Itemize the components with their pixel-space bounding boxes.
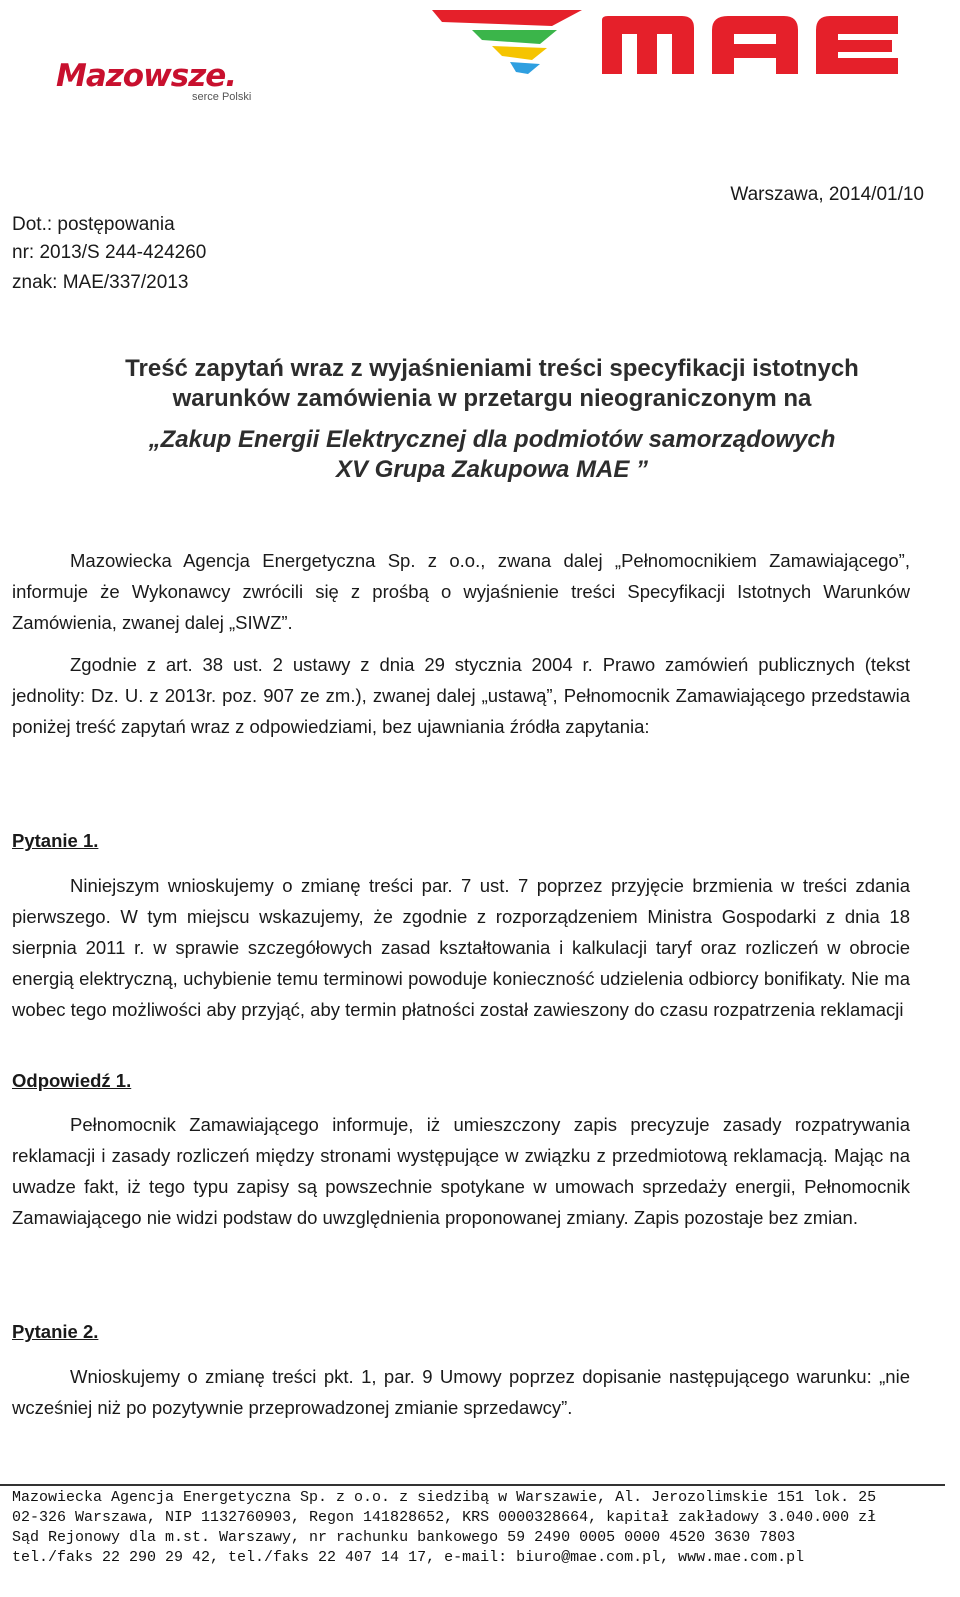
title-line-2: warunków zamówienia w przetargu nieograniczonym na xyxy=(172,385,812,412)
footer-divider xyxy=(0,1484,945,1486)
mazowsze-logo xyxy=(56,58,266,108)
footer-line-1: Mazowiecka Agencja Energetyczna Sp. z o.o. z siedzibą w Warszawie, Al. Jerozolimskie 151 lok. 25 xyxy=(12,1489,877,1506)
document-subtitle xyxy=(0,425,960,485)
question-2-paragraph xyxy=(12,1361,910,1423)
intro-text-2: Zgodnie z art. 38 ust. 2 ustawy z dnia 29 stycznia 2004 r. Prawo zamówień publicznych (tekst jednolity: Dz. U. z 2013r. poz. 907 ze zm.), zwanej dalej „ustawą”, Pełnomocnik Zamawiającego przedstawia poniżej treść zapytań wraz z odpowiedziami, bez ujawniania źródła zapytania: xyxy=(12,654,910,737)
document-date: Warszawa, 2014/01/10 xyxy=(730,184,924,205)
footer xyxy=(12,1488,876,1568)
question-1-paragraph xyxy=(12,870,910,1025)
title-line-1: Treść zapytań wraz z wyjaśnieniami treści specyfikacji istotnych xyxy=(125,355,859,382)
mazowsze-logo-tagline: serce Polski xyxy=(192,91,252,103)
ref-line-1: Dot.: postępowania xyxy=(12,214,175,235)
footer-line-2: 02-326 Warszawa, NIP 1132760903, Regon 141828652, KRS 0000328664, kapitał zakładowy 3.040.000 zł xyxy=(12,1509,877,1526)
footer-line-3: Sąd Rejonowy dla m.st. Warszawy, nr rachunku bankowego 59 2490 0005 0000 4520 3630 7803 xyxy=(12,1529,796,1546)
intro-text-1: Mazowiecka Agencja Energetyczna Sp. z o.o., zwana dalej „Pełnomocnikiem Zamawiającego”, informuje że Wykonawcy zwrócili się z prośbą o wyjaśnienie treści Specyfikacji Istotnych Warunków Zamówienia, zwanej dalej „SIWZ”. xyxy=(12,550,910,633)
question-2-text: Wnioskujemy o zmianę treści pkt. 1, par. 9 Umowy poprzez dopisanie następującego warunku: „nie wcześniej niż po pozytywnie przeprowadzonej zmianie sprzedawcy”. xyxy=(12,1366,910,1418)
intro-paragraph-2 xyxy=(12,649,910,742)
document-title xyxy=(0,354,960,414)
question-1-text: Niniejszym wnioskujemy o zmianę treści par. 7 ust. 7 poprzez przyjęcie brzmienia w treści zdania pierwszego. W tym miejscu wskazujemy, że zgodnie z rozporządzeniem Ministra Gospodarki z dnia 18 sierpnia 2011 r. w sprawie szczegółowych zasad kształtowania i kalkulacji taryf oraz rozliczeń w obrocie energią elektryczną, uchybienie temu terminowi powoduje konieczność udzielenia odbiorcy bonifikaty. Nie ma wobec tego możliwości aby przyjąć, aby termin płatności został zawieszony do czasu rozpatrzenia reklamacji xyxy=(12,875,910,1020)
ref-line-3: znak: MAE/337/2013 xyxy=(12,272,189,293)
intro-paragraph-1 xyxy=(12,545,910,638)
footer-line-4: tel./faks 22 290 29 42, tel./faks 22 407 14 17, e-mail: biuro@mae.com.pl, www.mae.com.pl xyxy=(12,1549,805,1566)
mae-logo-graphic xyxy=(432,8,902,82)
answer-1-paragraph xyxy=(12,1109,910,1233)
question-1-heading: Pytanie 1. xyxy=(12,830,99,851)
ref-line-2: nr: 2013/S 244-424260 xyxy=(12,242,207,263)
mazowsze-logo-text: Mazowsze. xyxy=(56,58,237,94)
answer-1-heading: Odpowiedź 1. xyxy=(12,1070,132,1091)
mae-logo xyxy=(432,8,902,82)
question-2-heading: Pytanie 2. xyxy=(12,1321,99,1342)
answer-1-text: Pełnomocnik Zamawiającego informuje, iż umieszczony zapis precyzuje zasady rozpatrywania reklamacji i zasady rozliczeń między stronami występujące w związku z przedmiotową reklamacją. Mając na uwadze fakt, iż tego typu zapisy są powszechnie spotykane w umowach sprzedaży energii, Pełnomocnik Zamawiającego nie widzi podstaw do uwzględnienia proponowanej zmiany. Zapis pozostaje bez zmian. xyxy=(12,1114,910,1228)
title-line-3: „Zakup Energii Elektrycznej dla podmiotów samorządowych xyxy=(148,426,836,453)
title-line-4: XV Grupa Zakupowa MAE ” xyxy=(335,456,649,483)
